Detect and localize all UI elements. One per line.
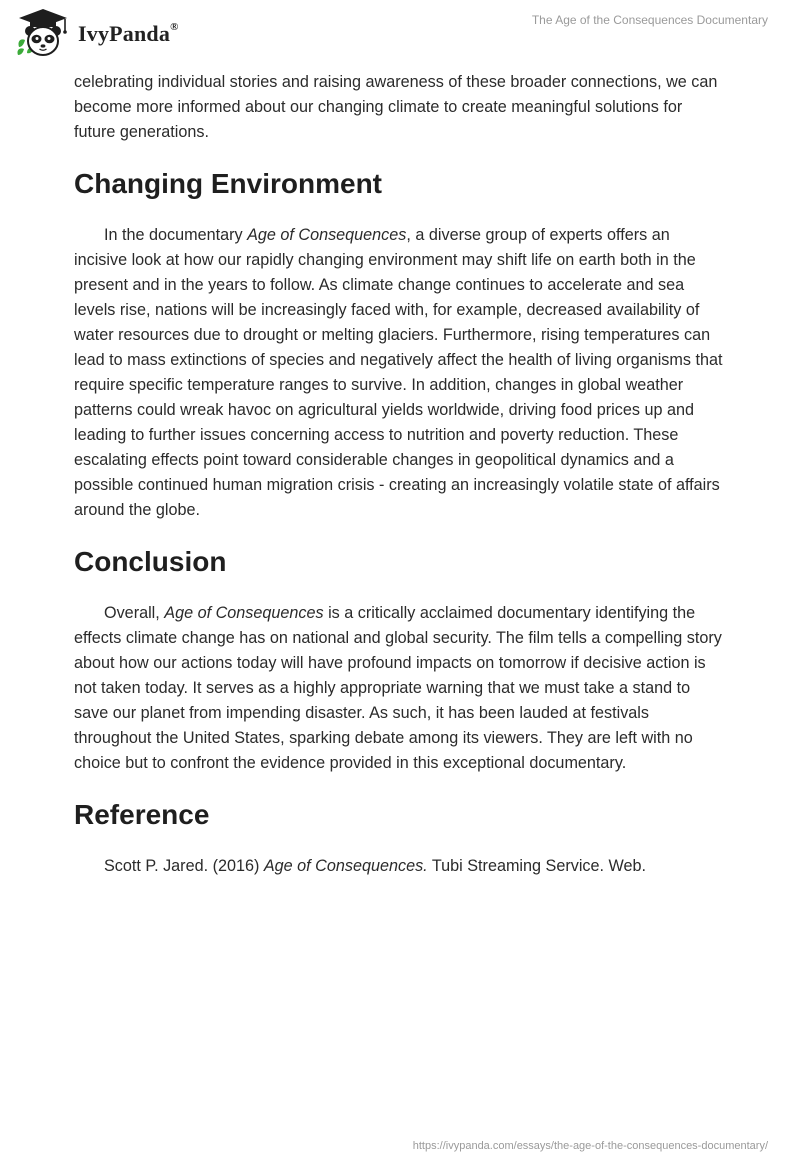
heading-conclusion: Conclusion (74, 546, 227, 577)
film-title: Age of Consequences (164, 604, 324, 622)
header (0, 0, 800, 64)
document-title: The Age of the Consequences Documentary (531, 13, 768, 27)
registered-mark: ® (170, 20, 179, 33)
panda-logo-icon (15, 7, 71, 59)
heading-changing-environment: Changing Environment (74, 168, 382, 199)
source-url[interactable]: https://ivypanda.com/essays/the-age-of-the-consequences-documentary/ (412, 1140, 768, 1152)
film-title: Age of Consequences (247, 226, 407, 244)
intro-paragraph: celebrating individual stories and raising awareness of these broader connections, we can become more informed about our changing climate to create meaningful solutions for future generations. (74, 73, 718, 141)
environment-paragraph: In the documentary Age of Consequences, a diverse group of experts offers an incisive look at how our rapidly changing environment may shift life on earth both in the present and in the years to follow. As climate change continues to accelerate and sea levels rise, nations will be increasingly faced with, for example, decreased availability of water resources due to drought or melting glaciers. Furthermore, rising temperatures can lead to mass extinctions of species and negatively affect the health of living organisms that require specific temperature ranges to survive. In addition, changes in global weather patterns could wreak havoc on agricultural yields worldwide, driving food prices up and leading to further issues concerning access to nutrition and poverty reduction. These escalating effects point toward considerable changes in geopolitical dynamics and a possible continued human migration crisis - creating an increasingly volatile state of affairs around the globe. (74, 226, 723, 519)
brand-name: IvyPanda® (78, 20, 179, 46)
conclusion-paragraph: Overall, Age of Consequences is a critically acclaimed documentary identifying the effects climate change has on national and global security. The film tells a compelling story about how our actions today will have profound impacts on tomorrow if decisive action is not taken today. It serves as a highly appropriate warning that we must take a stand to save our planet from impending disaster. As such, it has been lauded at festivals throughout the United States, sparking debate among its viewers. They are left with no choice but to confront the evidence provided in this exceptional documentary. (74, 604, 722, 772)
essay-content (74, 70, 726, 879)
ivypanda-logo[interactable] (15, 7, 179, 59)
heading-reference: Reference (74, 799, 210, 830)
reference-title: Age of Consequences. (263, 857, 428, 875)
reference-entry: Scott P. Jared. (2016) Age of Consequences. Tubi Streaming Service. Web. (104, 857, 646, 875)
